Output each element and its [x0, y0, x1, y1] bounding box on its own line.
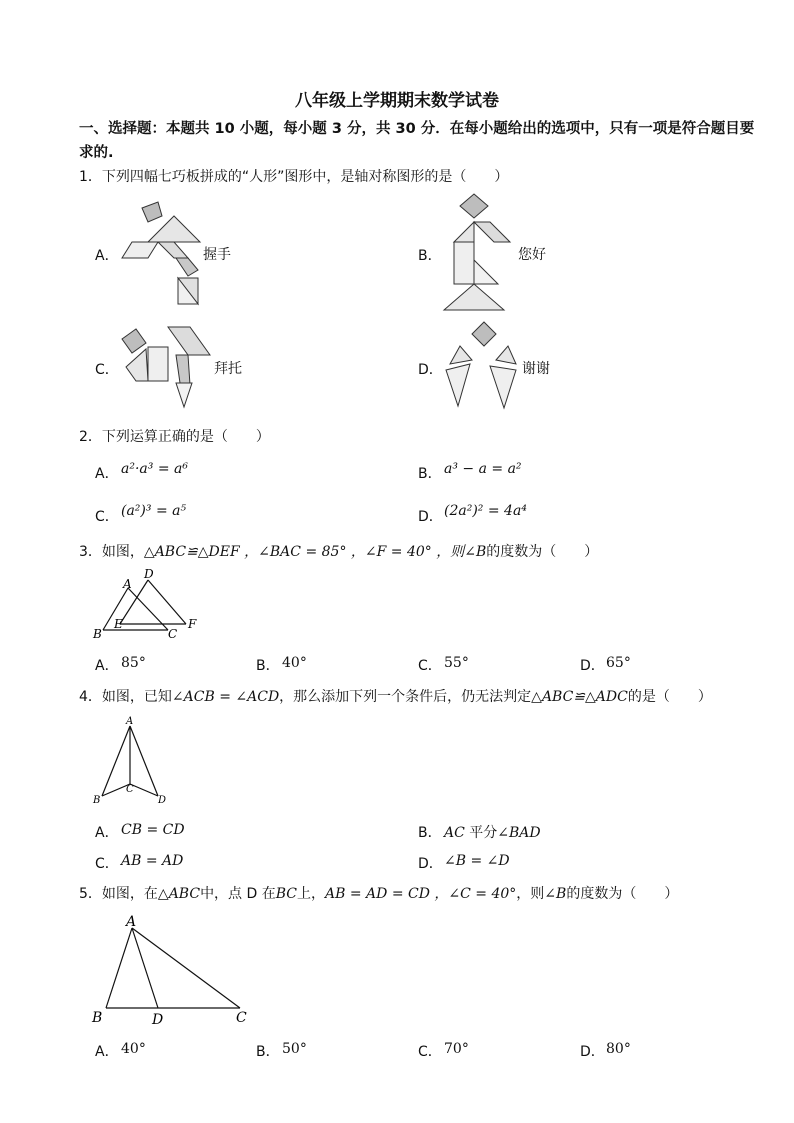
q5-middle-2: 上， — [297, 886, 326, 902]
q3-option-a-letter: A． — [95, 658, 119, 674]
q1-option-b-letter: B． — [418, 248, 442, 264]
q5-option-d-letter: D． — [580, 1044, 605, 1060]
q5-label-a: A — [126, 914, 137, 930]
q5-condition-4: ∠B — [544, 886, 567, 902]
q4-option-a-letter: A． — [95, 825, 119, 841]
q1-figure-thanks — [440, 320, 522, 412]
q3-label-a: A — [123, 577, 132, 591]
q4-suffix: 的是（ ） — [627, 689, 712, 705]
q4-condition: ∠ACB = ∠ACD — [171, 689, 280, 705]
q5-middle: 中，点 D 在 — [200, 886, 276, 902]
q2-option-b-letter: B． — [418, 466, 442, 482]
q2-option-c-expr: (a²)³ = a⁵ — [121, 503, 187, 519]
q5-option-b-letter: B． — [256, 1044, 280, 1060]
q4-prefix: 4．如图，已知 — [79, 689, 172, 705]
q1-option-b-caption: 您好 — [518, 247, 546, 263]
q5-suffix: 的度数为（ ） — [566, 886, 679, 902]
q4-label-b: B — [93, 795, 101, 806]
q5-option-c-letter: C． — [418, 1044, 442, 1060]
q1-option-a-caption: 握手 — [203, 247, 231, 263]
q1-figure-handshake — [118, 196, 202, 308]
question-3-stem — [79, 541, 598, 561]
q1-option-c-caption: 拜托 — [214, 361, 242, 377]
q3-option-d-letter: D． — [580, 658, 605, 674]
q4-option-d-expr: ∠B = ∠D — [444, 853, 510, 869]
q5-figure-triangle — [88, 912, 258, 1028]
q3-suffix: 的度数为（ ） — [486, 544, 599, 560]
q1-figure-hello — [440, 190, 520, 314]
q3-figure-triangles — [90, 566, 202, 642]
q2-option-b-expr: a³ − a = a² — [444, 461, 522, 477]
q5-label-b: B — [92, 1010, 103, 1026]
q4-option-b-tail: 平分 — [469, 825, 498, 841]
q3-option-c-letter: C． — [418, 658, 442, 674]
q4-option-b-letter: B． — [418, 825, 442, 841]
q2-option-d-expr: (2a²)² = 4a⁴ — [444, 503, 527, 519]
q4-option-a-expr: CB = CD — [121, 822, 185, 838]
q5-option-c-value: 70° — [444, 1041, 469, 1057]
q3-option-c-value: 55° — [444, 655, 469, 671]
q4-option-c-letter: C． — [95, 856, 119, 872]
q1-option-d-caption: 谢谢 — [522, 361, 550, 377]
q4-option-b-text — [444, 822, 541, 842]
q4-label-d: D — [158, 795, 167, 806]
q4-option-b-expr: AC — [444, 825, 465, 841]
q4-label-c: C — [126, 784, 134, 795]
q5-condition-2: BC — [275, 886, 298, 902]
q2-option-a-expr: a²·a³ = a⁶ — [121, 461, 188, 477]
q1-figure-please — [118, 323, 214, 411]
q5-label-d: D — [152, 1012, 164, 1028]
q3-option-a-value: 85° — [121, 655, 146, 671]
q5-option-d-value: 80° — [606, 1041, 631, 1057]
q5-condition: △ABC — [157, 886, 201, 902]
q3-label-c: C — [168, 627, 178, 641]
q4-condition-2: △ABC≌△ADC — [531, 689, 628, 705]
q1-option-a-letter: A． — [95, 248, 119, 264]
page-title: 八年级上学期期末数学试卷 — [295, 91, 499, 111]
question-5-stem — [79, 883, 678, 903]
q5-option-b-value: 50° — [282, 1041, 307, 1057]
q3-condition: △ABC≌△DEF ，∠BAC = 85° ，∠F = 40° ，则∠B — [143, 544, 487, 560]
q4-middle: ，那么添加下列一个条件后，仍无法判定 — [279, 689, 532, 705]
q5-label-c: C — [236, 1010, 247, 1026]
q5-condition-3: AB = AD = CD ，∠C = 40° — [325, 886, 517, 902]
q3-label-d: D — [144, 567, 154, 581]
q5-middle-3: ，则 — [516, 886, 545, 902]
q5-prefix: 5．如图，在 — [79, 886, 158, 902]
question-2-stem: 2．下列运算正确的是（ ） — [79, 429, 270, 445]
q5-option-a-letter: A． — [95, 1044, 119, 1060]
q3-option-b-letter: B． — [256, 658, 280, 674]
q1-option-c-letter: C． — [95, 362, 119, 378]
q3-prefix: 3．如图， — [79, 544, 144, 560]
q3-label-f: F — [188, 617, 197, 631]
q4-figure-kite — [90, 714, 170, 806]
q5-option-a-value: 40° — [121, 1041, 146, 1057]
q4-option-b-expr2: ∠BAD — [497, 825, 541, 841]
question-4-stem — [79, 686, 712, 706]
q3-option-b-value: 40° — [282, 655, 307, 671]
question-1-stem: 1．下列四幅七巧板拼成的“人形”图形中，是轴对称图形的是（ ） — [79, 169, 509, 185]
q4-label-a: A — [126, 716, 134, 727]
q4-option-c-expr: AB = AD — [121, 853, 184, 869]
q4-option-d-letter: D． — [418, 856, 443, 872]
q3-label-e: E — [114, 617, 123, 631]
section-header: 一、选择题：本题共 10 小题，每小题 3 分，共 30 分．在每小题给出的选项中，只有一项是符合题目要求的. — [79, 121, 755, 161]
q3-option-d-value: 65° — [606, 655, 631, 671]
q1-option-d-letter: D． — [418, 362, 443, 378]
q3-label-b: B — [93, 627, 102, 641]
q2-option-c-letter: C． — [95, 509, 119, 525]
q2-option-d-letter: D． — [418, 509, 443, 525]
q2-option-a-letter: A． — [95, 466, 119, 482]
